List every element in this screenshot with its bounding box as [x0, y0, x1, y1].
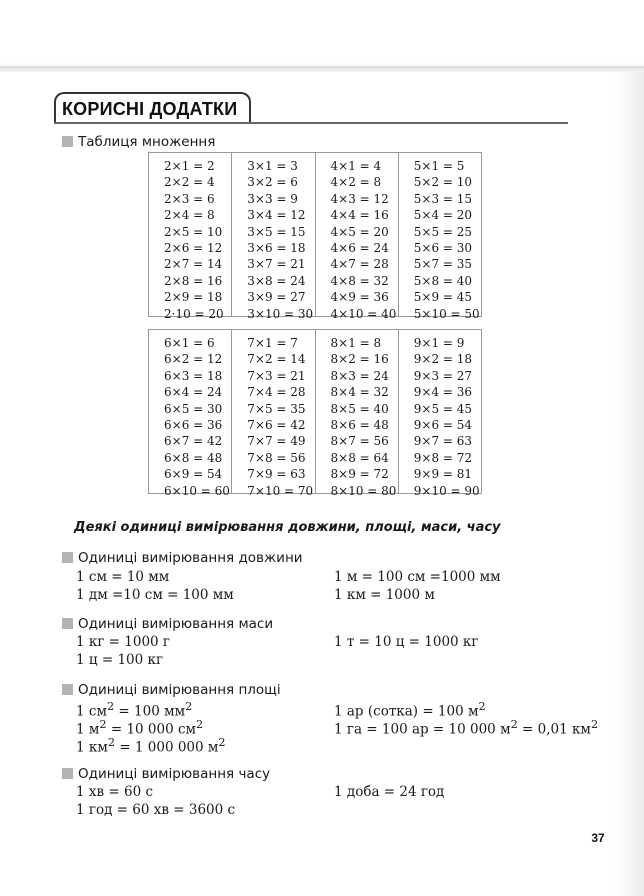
mult-cell: 6×6 = 36: [164, 417, 223, 432]
area-text: 1 км: [76, 739, 108, 756]
mult-column-3: [232, 153, 315, 321]
mult-column-7: [232, 330, 315, 498]
mult-cell: 5×6 = 30: [413, 240, 473, 255]
area-line: [76, 736, 226, 756]
mult-cell: 5×8 = 40: [413, 273, 473, 288]
area-text: 1 см: [76, 703, 107, 720]
mult-cell: 3×6 = 18: [247, 240, 306, 255]
mult-cell: 4×10 = 40: [330, 306, 397, 321]
length-line: 1 дм =10 см = 100 мм: [76, 587, 234, 603]
multiplication-title-row: [62, 134, 215, 150]
mult-cell: 4×8 = 32: [330, 273, 389, 288]
mult-cell: 2×6 = 12: [164, 240, 223, 255]
mult-cell: 5×7 = 35: [413, 257, 473, 272]
mass-title: Одиниці вимірювання маси: [78, 616, 274, 632]
mult-cell: 6×8 = 48: [164, 450, 223, 465]
mult-cell: 7×2 = 14: [247, 352, 306, 367]
header-rule: [54, 122, 568, 124]
area-text: 1 м: [76, 721, 100, 738]
top-band-shadow: [0, 66, 644, 72]
mult-cell: 3×3 = 9: [247, 191, 298, 206]
superscript: 2: [196, 718, 204, 731]
area-title: Одиниці вимірювання площі: [78, 682, 281, 698]
length-line: 1 см = 10 мм: [76, 569, 170, 585]
mult-cell: 6×9 = 54: [164, 467, 223, 482]
area-text: 1 ар (сотка) = 100 м: [334, 703, 479, 720]
length-line: 1 м = 100 см =1000 мм: [334, 569, 501, 585]
time-title: Одиниці вимірювання часу: [78, 766, 271, 782]
superscript: 2: [107, 736, 115, 749]
mass-line: 1 кг = 1000 г: [76, 634, 171, 650]
area-text: = 1 000 000 м: [115, 739, 219, 756]
mult-cell: 8×6 = 48: [330, 417, 389, 432]
mult-cell: 3×5 = 15: [247, 224, 306, 239]
mult-cell: 5×5 = 25: [413, 224, 473, 239]
mult-cell: 9×8 = 72: [413, 450, 473, 465]
mult-cell: 7×3 = 21: [247, 368, 306, 383]
area-line: [334, 700, 486, 720]
mult-cell: 3×10 = 30: [247, 306, 314, 321]
mult-cell: 8×9 = 72: [330, 467, 389, 482]
area-text: = 10 000 см: [106, 721, 197, 738]
bullet-square-icon: [62, 552, 73, 563]
section-header: [54, 92, 568, 126]
mass-line: 1 ц = 100 кг: [76, 652, 164, 668]
mult-cell: 7×1 = 7: [247, 336, 298, 350]
mult-cell: 6×10 = 60: [164, 483, 230, 498]
mult-cell: 9×10 = 90: [413, 483, 480, 498]
mult-cell: 6×2 = 12: [164, 352, 223, 367]
mult-cell: 2×4 = 8: [164, 208, 215, 223]
top-band: [0, 0, 644, 70]
superscript: 2: [590, 718, 599, 731]
mult-column-8: [316, 330, 399, 498]
time-line: 1 год = 60 хв = 3600 с: [76, 802, 236, 818]
mult-cell: 7×5 = 35: [247, 401, 306, 416]
time-line: 1 хв = 60 с: [76, 784, 154, 800]
superscript: 2: [185, 700, 193, 713]
mult-cell: 6×7 = 42: [164, 434, 223, 449]
mult-cell: 9×6 = 54: [413, 417, 473, 432]
mult-cell: 4×7 = 28: [330, 257, 389, 272]
bullet-square-icon: [62, 136, 73, 147]
mult-cell: 4×5 = 20: [330, 224, 389, 239]
mult-cell: 3×2 = 6: [247, 175, 298, 190]
mult-cell: 9×9 = 81: [413, 467, 473, 482]
mult-cell: 2×3 = 6: [164, 191, 215, 206]
length-line: 1 км = 1000 м: [334, 587, 435, 603]
mass-line: 1 т = 10 ц = 1000 кг: [334, 634, 479, 650]
mult-cell: 8×3 = 24: [330, 368, 389, 383]
time-line: 1 доба = 24 год: [334, 784, 445, 800]
superscript: 2: [510, 718, 518, 731]
mult-cell: 8×8 = 64: [330, 450, 389, 465]
mult-cell: 8×4 = 32: [330, 385, 389, 400]
mult-cell: 2×2 = 4: [164, 175, 215, 190]
mult-cell: 2×1 = 2: [164, 159, 215, 173]
mult-cell: 4×3 = 12: [330, 191, 389, 206]
mult-cell: 5×4 = 20: [413, 208, 473, 223]
mult-cell: 9×3 = 27: [413, 368, 473, 383]
superscript: 2: [218, 736, 226, 749]
mult-cell: 7×10 = 70: [247, 483, 314, 498]
mult-cell: 2×9 = 18: [164, 290, 223, 305]
multiplication-title: Таблиця множення: [78, 134, 216, 150]
mult-column-9: [399, 330, 481, 498]
mult-cell: 2×7 = 14: [164, 257, 223, 272]
mult-cell: 4×2 = 8: [330, 175, 382, 190]
mult-cell: 3×1 = 3: [247, 159, 298, 173]
superscript: 2: [106, 700, 115, 713]
mult-cell: 4×6 = 24: [330, 240, 389, 255]
mult-cell: 7×6 = 42: [247, 417, 306, 432]
mult-cell: 3×9 = 27: [247, 290, 306, 305]
mult-cell: 7×9 = 63: [247, 467, 306, 482]
bullet-square-icon: [62, 768, 73, 779]
mult-cell: 5×10 = 50: [413, 306, 480, 321]
mult-cell: 8×10 = 80: [330, 483, 397, 498]
mult-cell: 9×4 = 36: [413, 385, 473, 400]
mult-cell: 9×1 = 9: [413, 336, 465, 350]
mult-cell: 2×8 = 16: [164, 273, 223, 288]
mult-cell: 8×2 = 16: [330, 352, 389, 367]
mult-cell: 3×8 = 24: [247, 273, 306, 288]
page-number: 37: [586, 824, 610, 852]
mult-cell: 8×5 = 40: [330, 401, 389, 416]
mult-cell: 4×1 = 4: [330, 159, 382, 173]
mult-cell: 7×7 = 49: [247, 434, 306, 449]
mult-cell: 4×9 = 36: [330, 290, 389, 305]
mult-cell: 5×9 = 45: [413, 290, 473, 305]
mult-cell: 9×5 = 45: [413, 401, 473, 416]
mult-cell: 9×2 = 18: [413, 352, 473, 367]
time-title-row: [62, 766, 270, 782]
area-title-row: [62, 682, 281, 698]
mult-cell: 3×7 = 21: [247, 257, 306, 272]
superscript: 2: [478, 700, 486, 713]
mult-cell: 5×2 = 10: [413, 175, 473, 190]
mult-column-5: [399, 153, 481, 321]
area-text: 1 га = 100 ар = 10 000 м: [334, 721, 511, 738]
units-heading: Деякі одиниці вимірювання довжини, площі, маси, часу: [74, 520, 501, 535]
area-line: [76, 700, 192, 720]
mult-cell: 7×4 = 28: [247, 385, 306, 400]
mult-cell: 8×7 = 56: [330, 434, 389, 449]
mult-cell: 9×7 = 63: [413, 434, 473, 449]
mult-cell: 2×5 = 10: [164, 224, 223, 239]
multiplication-table-top: [148, 152, 482, 321]
mult-column-6: [149, 330, 232, 498]
mult-cell: 5×1 = 5: [413, 159, 465, 173]
mult-column-4: [316, 153, 399, 321]
area-text: = 0,01 км: [517, 721, 591, 738]
area-line: [334, 718, 598, 738]
superscript: 2: [99, 718, 107, 731]
mult-cell: 6×4 = 24: [164, 385, 223, 400]
mult-column-2: [149, 153, 232, 321]
bullet-square-icon: [62, 684, 73, 695]
right-margin-strip: [614, 72, 644, 896]
mult-cell: 8×1 = 8: [330, 336, 382, 350]
mass-title-row: [62, 616, 273, 632]
mult-cell: 5×3 = 15: [413, 191, 473, 206]
bullet-square-icon: [62, 618, 73, 629]
multiplication-table-bottom: [148, 329, 482, 498]
mult-cell: 2·10 = 20: [164, 306, 224, 321]
mult-cell: 3×4 = 12: [247, 208, 306, 223]
length-title: Одиниці вимірювання довжини: [78, 550, 303, 566]
mult-cell: 6×5 = 30: [164, 401, 223, 416]
mult-cell: 4×4 = 16: [330, 208, 389, 223]
area-line: [76, 718, 203, 738]
mult-cell: 6×3 = 18: [164, 368, 223, 383]
section-header-title: КОРИСНІ ДОДАТКИ: [54, 92, 251, 124]
area-text: = 100 мм: [114, 703, 186, 720]
mult-cell: 7×8 = 56: [247, 450, 306, 465]
length-title-row: [62, 550, 303, 566]
mult-cell: 6×1 = 6: [164, 336, 215, 350]
